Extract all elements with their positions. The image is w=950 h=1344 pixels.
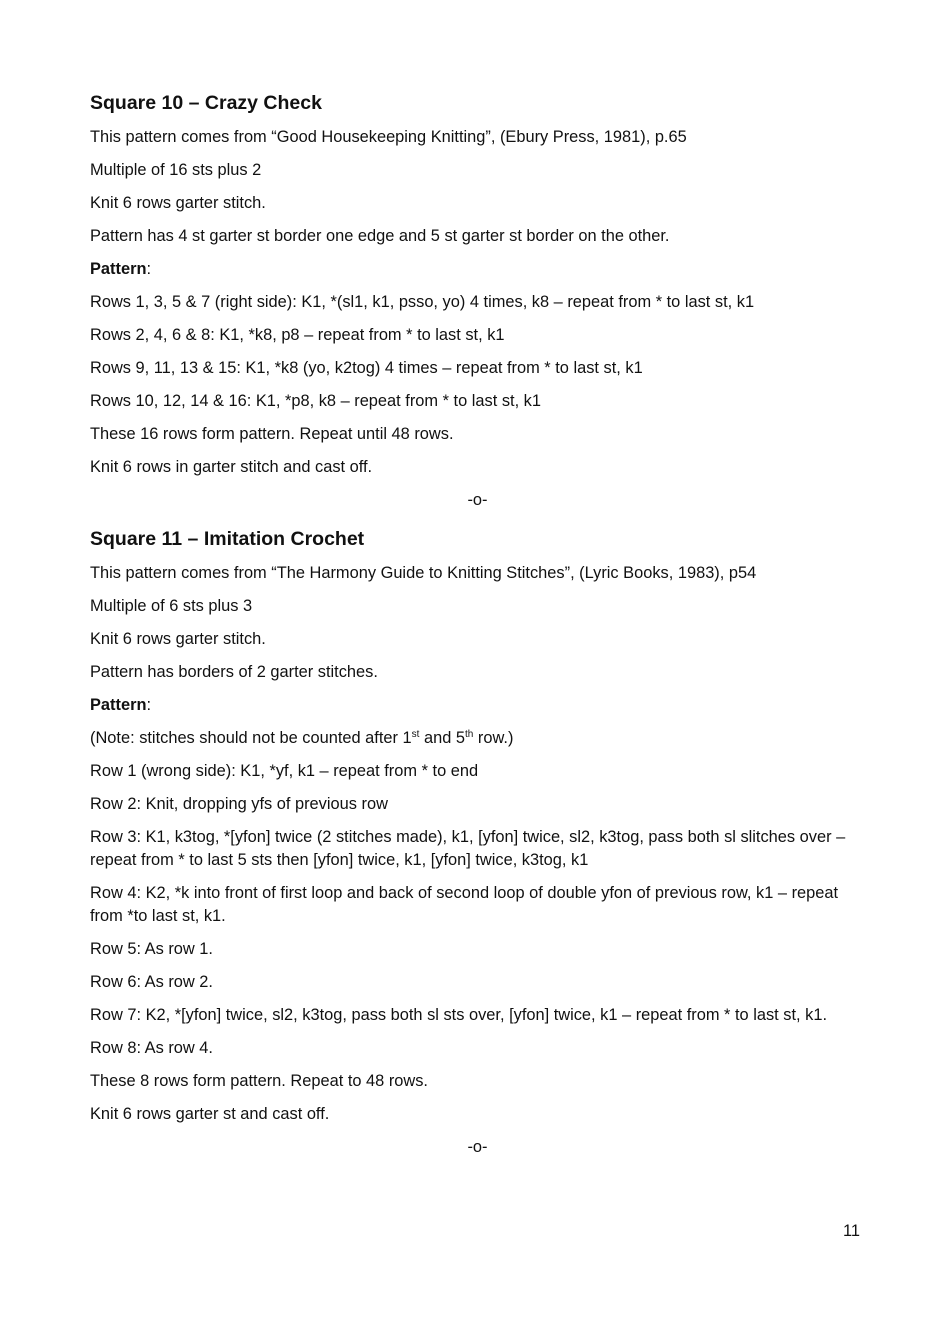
square-11-row-8: Row 8: As row 4.	[90, 1039, 213, 1057]
square-11-border: Pattern has borders of 2 garter stitches.	[90, 663, 378, 681]
square-10-border: Pattern has 4 st garter st border one edge and 5 st garter st border on the other.	[90, 227, 670, 245]
square-11-multiple: Multiple of 6 sts plus 3	[90, 597, 253, 615]
square-11-row-1: Row 1 (wrong side): K1, *yf, k1 – repeat from * to end	[90, 762, 479, 780]
square-11-row-7: Row 7: K2, *[yfon] twice, sl2, k3tog, pass both sl sts over, [yfon] twice, k1 – repeat from * to last st, k1.	[90, 1006, 827, 1024]
square-11-source: This pattern comes from “The Harmony Guide to Knitting Stitches”, (Lyric Books, 1983), p54	[90, 564, 757, 582]
note-superscript-1: st	[411, 729, 420, 740]
note-text-before: (Note: stitches should not be counted after 1	[90, 729, 412, 747]
square-11-row-2: Row 2: Knit, dropping yfs of previous row	[90, 795, 388, 813]
section-divider: -o-	[467, 1138, 488, 1156]
square-11-pattern-label	[90, 694, 865, 717]
square-10-knit-start: Knit 6 rows garter stitch.	[90, 194, 266, 212]
square-10-title: Square 10 – Crazy Check	[90, 92, 322, 114]
square-11-title: Square 11 – Imitation Crochet	[90, 528, 365, 550]
square-11-finish: Knit 6 rows garter st and cast off.	[90, 1105, 330, 1123]
square-10-section	[90, 88, 865, 512]
square-11-repeat: These 8 rows form pattern. Repeat to 48 rows.	[90, 1072, 428, 1090]
square-11-row-6: Row 6: As row 2.	[90, 973, 213, 991]
square-11-row-3: Row 3: K1, k3tog, *[yfon] twice (2 stitches made), k1, [yfon] twice, sl2, k3tog, pass both sl slitches over – repeat from * to last 5 sts then [yfon] twice, k1, [yfon] twice, k3tog, k1	[90, 828, 846, 869]
note-text-middle: and 5	[419, 729, 465, 747]
square-11-note	[90, 727, 865, 750]
pattern-label-colon: :	[146, 260, 152, 278]
document-page	[90, 88, 865, 1171]
pattern-label-colon: :	[146, 696, 152, 714]
square-11-row-4: Row 4: K2, *k into front of first loop and back of second loop of double yfon of previous row, k1 – repeat from *to last st, k1.	[90, 884, 839, 925]
square-10-row-1: Rows 1, 3, 5 & 7 (right side): K1, *(sl1, k1, psso, yo) 4 times, k8 – repeat from * to last st, k1	[90, 293, 755, 311]
square-10-source: This pattern comes from “Good Housekeeping Knitting”, (Ebury Press, 1981), p.65	[90, 128, 687, 146]
pattern-label-text: Pattern	[90, 696, 147, 714]
note-text-after: row.)	[473, 729, 514, 747]
page-number: 11	[842, 1222, 860, 1240]
section-divider: -o-	[467, 491, 488, 509]
note-superscript-2: th	[465, 729, 474, 740]
square-11-knit-start: Knit 6 rows garter stitch.	[90, 630, 266, 648]
square-10-row-3: Rows 9, 11, 13 & 15: K1, *k8 (yo, k2tog) 4 times – repeat from * to last st, k1	[90, 359, 643, 377]
square-11-row-5: Row 5: As row 1.	[90, 940, 213, 958]
square-10-repeat: These 16 rows form pattern. Repeat until 48 rows.	[90, 425, 454, 443]
pattern-label-text: Pattern	[90, 260, 147, 278]
square-10-row-4: Rows 10, 12, 14 & 16: K1, *p8, k8 – repeat from * to last st, k1	[90, 392, 541, 410]
square-10-finish: Knit 6 rows in garter stitch and cast off.	[90, 458, 373, 476]
square-10-multiple: Multiple of 16 sts plus 2	[90, 161, 262, 179]
square-10-pattern-label	[90, 258, 865, 281]
square-10-row-2: Rows 2, 4, 6 & 8: K1, *k8, p8 – repeat from * to last st, k1	[90, 326, 505, 344]
square-11-section	[90, 524, 865, 1159]
